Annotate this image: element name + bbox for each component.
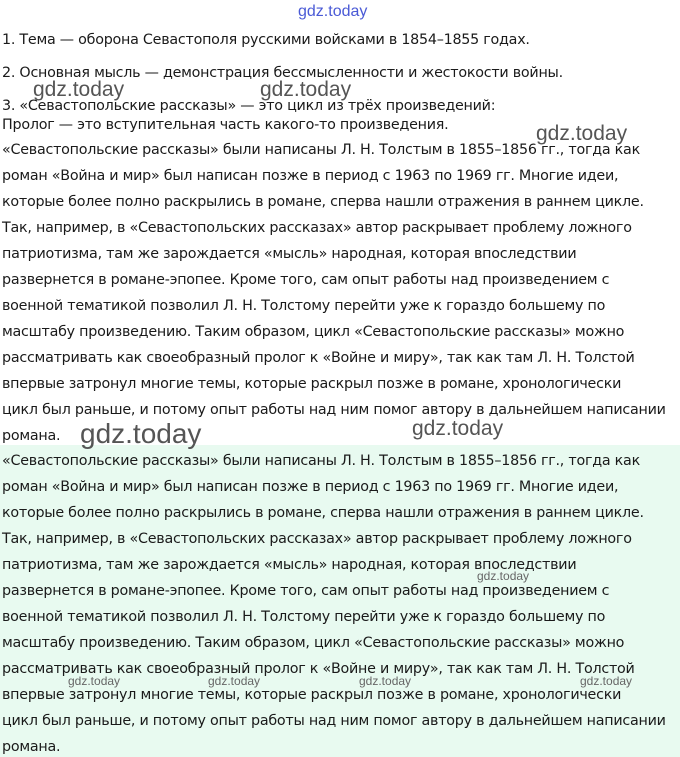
watermark-top: gdz.today [298,3,368,20]
paragraph-1-line: впервые затронул многие темы, которые раскрыл позже в романе, хронологически [2,376,622,392]
watermark: gdz.today [477,569,530,583]
cycle-line: 3. «Севастопольские рассказы» — это цикл из трёх произведений: [2,98,496,114]
watermark: gdz.today [260,78,352,101]
paragraph-2-line: «Севастопольские рассказы» были написаны Л. Н. Толстым в 1855–1856 гг., тогда как [2,453,640,469]
paragraph-2-line: которые более полно раскрылись в романе, сперва нашли отражения в раннем цикле. [2,505,644,521]
paragraph-2-line: патриотизма, там же зарождается «мысль» народная, которая впоследствии [2,557,577,573]
paragraph-1-line: «Севастопольские рассказы» были написаны Л. Н. Толстым в 1855–1856 гг., тогда как [2,142,640,158]
paragraph-2-line: военной тематикой позволил Л. Н. Толстому перейти уже к гораздо большему по [2,609,606,625]
topic-line: 1. Тема — оборона Севастополя русскими войсками в 1854–1855 годах. [2,32,530,48]
watermark: gdz.today [412,417,504,440]
paragraph-1-line: патриотизма, там же зарождается «мысль» народная, которая впоследствии [2,246,577,262]
paragraph-2-line: развернется в романе-эпопее. Кроме того, сам опыт работы над произведением с [2,583,610,599]
watermark: gdz.today [359,674,412,688]
watermark: gdz.today [580,674,633,688]
paragraph-2-line: Так, например, в «Севастопольских рассказах» автор раскрывает проблему ложного [2,531,632,547]
watermark: gdz.today [33,78,125,101]
paragraph-1-line: развернется в романе-эпопее. Кроме того, сам опыт работы над произведением с [2,272,610,288]
paragraph-1-line: которые более полно раскрылись в романе, сперва нашли отражения в раннем цикле. [2,194,644,210]
main-idea-line: 2. Основная мысль — демонстрация бессмысленности и жестокости войны. [2,65,563,81]
watermark: gdz.today [536,122,628,145]
paragraph-1-line: военной тематикой позволил Л. Н. Толстому перейти уже к гораздо большему по [2,298,606,314]
paragraph-2-line: впервые затронул многие темы, которые раскрыл позже в романе, хронологически [2,687,622,703]
paragraph-1-line: рассматривать как своеобразный пролог к «Войне и миру», так как там Л. Н. Толстой [2,350,635,366]
paragraph-1-line: романа. [2,428,61,444]
paragraph-1-line: цикл был раньше, и потому опыт работы над ним помог автору в дальнейшем написании [2,402,666,418]
watermark: gdz.today [208,674,261,688]
watermark: gdz.today [80,418,202,449]
paragraph-2-line: масштабу произведению. Таким образом, цикл «Севастопольские рассказы» можно [2,635,625,651]
paragraph-2-line: цикл был раньше, и потому опыт работы над ним помог автору в дальнейшем написании [2,713,666,729]
prologue-definition: Пролог — это вступительная часть какого-то произведения. [2,117,449,133]
paragraph-1-line: Так, например, в «Севастопольских рассказах» автор раскрывает проблему ложного [2,220,632,236]
paragraph-2-line: рассматривать как своеобразный пролог к «Войне и миру», так как там Л. Н. Толстой [2,661,635,677]
paragraph-2-line: романа. [2,739,61,755]
paragraph-1-line: масштабу произведению. Таким образом, цикл «Севастопольские рассказы» можно [2,324,625,340]
paragraph-1-line: роман «Война и мир» был написан позже в период с 1963 по 1969 гг. Многие идеи, [2,168,619,184]
watermark: gdz.today [68,674,121,688]
paragraph-2-line: роман «Война и мир» был написан позже в период с 1963 по 1969 гг. Многие идеи, [2,479,619,495]
